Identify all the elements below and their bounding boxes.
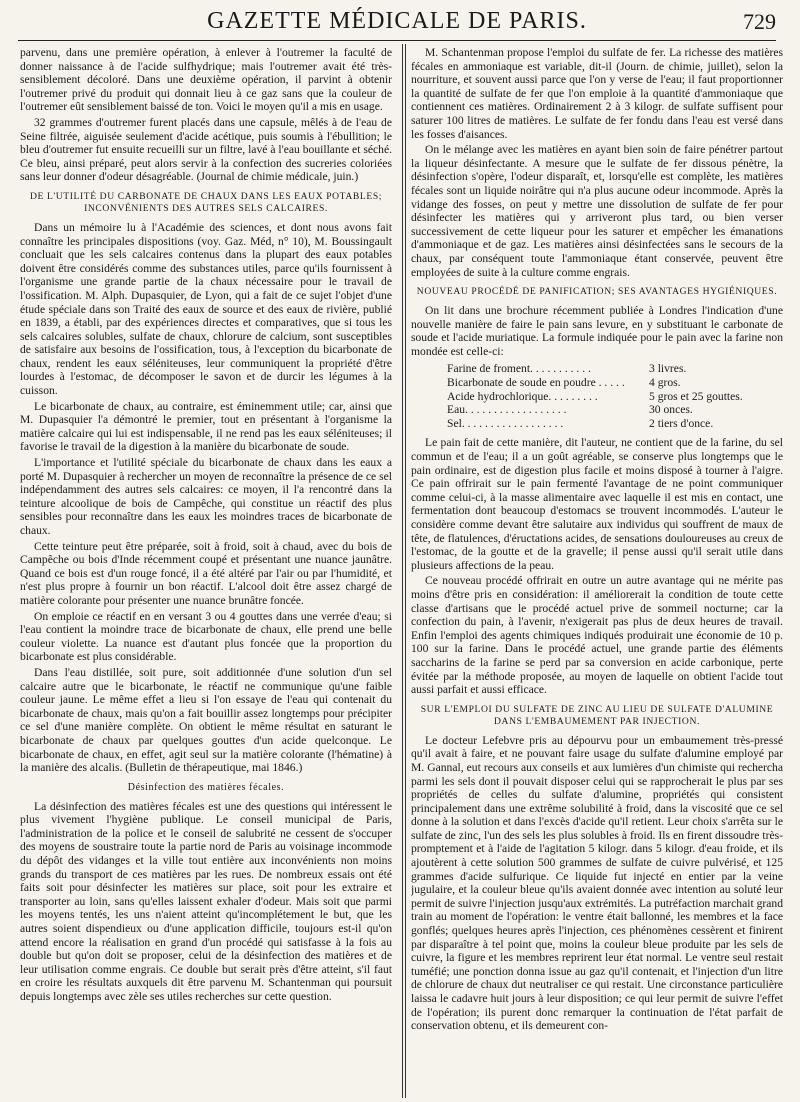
paragraph: Le docteur Lefebvre pris au dépourvu pour un embaumement très-pressé qu'il avait à faire, et ne pouvant faire usage du sulfate d'alumine employé par M. Gannal, eut recours aux conseils et aux lumières d'un chimiste qui rechercha parmi les sels dont il pouvait disposer celui qui se rapprocherait le plus par ses propriétés de celles du sulfate d'alumine, propriétés qui consistent principalement dans une extrême solubilité à froid, dans la viscosité que ce sel donne à la solution et dans l'excès d'acide qu'il retient. Leur choix s'arrêta sur le sulfate de zinc, l'un des sels les plus solubles à froid. Ils en firent dissoudre très-promptement et à l'aide de l'agitation 5 kilogr. dans 5 kilogr. d'eau froide, et ils ajoutèrent à cette solution 500 grammes de sulfate de cuivre pulvérisé, et 125 grammes d'acide sulfurique. Ce liquide fut injecté en entier par la veine jugulaire, et la couleur bleue qu'ils avaient donnée avec intention au soluté leur permit de suivre l'injection jusqu'aux extrémités. La putréfaction marchait grand train au moment de l'opération: le ventre était ballonné, les membres et la face gonflés; quelques heures après l'injection, ces phénomènes cessèrent et finirent par disparaître à tel point que, moins la couleur bleue produite par les sels de cuivre, la figure et les membres reprirent leur état normal. Le ventre seul restait tuméfié; une ponction donna issue au gaz qu'il contenait, et l'injection d'un litre de chlorure de chaux dut neutraliser ce qui restait. Une circonstance particulière laissa le cadavre huit jours à leur disposition; ce qui leur permit de suivre l'effet de l'opération; ils purent donc remarquer la continuation de l'état parfait de conservation obtenu, et ils demeurent con- bbox=[411, 733, 783, 1033]
paragraph: Le bicarbonate de chaux, au contraire, est éminemment utile; car, ainsi que M. Dupasquier l'a démontré le premier, tout en présentant à l'organisme la matière calcaire qui lui est indispensable, il ne rend pas les eaux séléniteuses; il favorise le travail de la digestion à la manière du bicarbonate de soude. bbox=[20, 399, 392, 454]
left-column bbox=[20, 46, 392, 1096]
paragraph: La désinfection des matières fécales est une des questions qui intéressent le plus vivement l'hygiène publique. Le conseil municipal de Paris, l'administration de la police et le conseil de salubrité ne cessent de s'occuper des moyens de soustraire toute la partie nord de Paris au voisinage incommode du dépôt des vidanges et la ville tout entière aux inconvénients non moins grands du transport de ces matières par les rues. De nombreux essais ont été faits soit pour désinfecter les matières sur place, soit pour les extraire et transporter au loin, sans qu'elles laissent exhaler d'odeur. Mais soit que parmi les moyens tentés, les uns n'aient atteint qu'incomplétement le but, que les autres soient dispendieux ou d'une application difficile, toujours est-il qu'on attend encore la réalisation en grand d'un procédé qui satisfasse à la fois au double but qu'on doit se proposer, celui de la désinfection des matières et de leur utilisation comme engrais. Ce double but serait près d'être atteint, s'il faut en croire les résultats auxquels dit être parvenu M. Schantenman qui poursuit depuis longtemps avec zèle ses utiles recherches sur cette question. bbox=[20, 799, 392, 1003]
recipe-row bbox=[447, 417, 743, 431]
ingredient-qty: 4 gros. bbox=[649, 376, 681, 390]
paragraph: Ce nouveau procédé offrirait en outre un autre avantage qui ne mérite pas moins d'être pris en considération: il améliorerait la condition de toute cette classe d'artisans que le procédé actuel prive de sommeil nocturne; car la confection du pain, à l'avenir, n'exigerait pas plus de deux heures de travail. Enfin l'emploi des agents chimiques indiqués produirait une économie de 10 p. 100 sur la farine. Dans le procédé actuel, une grande partie des éléments saccharins de la farine se perd par sa conversion en acide carbonique, perte évitée par la méthode proposée, au moyen de laquelle on obtient l'acide tout aussi parfait et aussi efficace. bbox=[411, 574, 783, 697]
paragraph: Le pain fait de cette manière, dit l'auteur, ne contient que de la farine, du sel commun et de l'eau; il a un goût agréable, se conserve plus longtemps que le pain ordinaire, est de digestion plus facile et moins disposé à tourner à l'aigre. Ce pain offrirait sur le pain fermenté l'avantage de ne point communiquer comme celui-ci, à la masse alimentaire avec laquelle il est mis en contact, une fermentation dont beaucoup d'estomacs se trouvent incommodés. L'auteur le considère comme devant être salutaire aux individus qui souffrent de maux de tête, de flatulences, d'éructations acides, de sensations douloureuses au creux de l'estomac, de la goutte et de la gravelle; il pense aussi qu'il serait utile dans plusieurs affections de la peau. bbox=[411, 436, 783, 572]
ingredient-name: Eau. . . . . . . . . . . . . . . . . . bbox=[447, 403, 567, 417]
paragraph: Cette teinture peut être préparée, soit à froid, soit à chaud, avec du bois de Campêche ou bois d'Inde récemment coupé et présentant une nuance jaunâtre. Quand ce bois est d'un rouge foncé, il a été altéré par l'air ou par l'humidité, et n'est plus propre à fournir un bon réactif. L'alcool doit être assez chargé de matière colorante pour présenter une nuance brunâtre foncée. bbox=[20, 539, 392, 607]
section-heading: DE L'UTILITÉ DU CARBONATE DE CHAUX DANS LES EAUX POTABLES; INCONVÉNIENTS DES AUTRES SELS CALCAIRES. bbox=[29, 190, 383, 214]
paragraph: On lit dans une brochure récemment publiée à Londres l'indication d'une nouvelle manière de faire le pain sans levure, en y substituant le carbonate de soude et l'acide muriatique. La formule indiquée pour le pain avec la farine non mondée est celle-ci: bbox=[411, 304, 783, 358]
page-number: 729 bbox=[743, 9, 776, 34]
column-divider bbox=[402, 44, 403, 1098]
section-heading: Désinfection des matières fécales. bbox=[127, 781, 285, 793]
recipe-row bbox=[447, 376, 743, 390]
ingredient-name: Sel. . . . . . . . . . . . . . . . . . bbox=[447, 416, 564, 430]
ingredient-qty: 3 livres. bbox=[649, 362, 687, 376]
paragraph: On emploie ce réactif en en versant 3 ou 4 gouttes dans une verrée d'eau; si l'eau contient la moindre trace de bicarbonate de chaux, elle prend une belle couleur violette. La nuance est d'autant plus foncée que la proportion du bicarbonate est plus considérable. bbox=[20, 609, 392, 664]
recipe-row bbox=[447, 362, 743, 376]
ingredient-name: Farine de froment. . . . . . . . . . . bbox=[447, 362, 591, 376]
ingredient-name: Bicarbonate de soude en poudre . . . . . bbox=[447, 376, 625, 390]
ingredient-qty: 30 onces. bbox=[649, 403, 693, 417]
recipe-table bbox=[447, 362, 743, 430]
recipe-row bbox=[447, 390, 743, 404]
recipe-row bbox=[447, 403, 743, 417]
paragraph: L'importance et l'utilité spéciale du bicarbonate de chaux dans les eaux a porté M. Dupasquier à rechercher un moyen de reconnaître la présence de ce sel indépendamment des autres sels calcaires: ce moyen, il l'a rencontré dans la teinture alcoolique de bois de Campêche, qui constitue un réactif des plus sensibles pour reconnaître dans les eaux les moindres traces de bicarbonate de chaux. bbox=[20, 456, 392, 537]
page-header bbox=[18, 6, 776, 40]
paragraph: M. Schantenman propose l'emploi du sulfate de fer. La richesse des matières fécales en ammoniaque est variable, dit-il (Journ. de chimie, juillet), selon la nourriture, et souvent aussi parce que l'on y verse de l'eau; il faut proportionner la quantité de sulfate de fer que l'on emploie à la quantité d'ammoniaque que contiennent ces matières. Ordinairement 2 à 3 kilogr. de sulfate suffisent pour saturer 100 litres de matières. Le sulfate de fer fondu dans l'eau est versé dans les fosses d'aisances. bbox=[411, 46, 783, 141]
section-heading: NOUVEAU PROCÉDÉ DE PANIFICATION; SES AVANTAGES HYGIÉNIQUES. bbox=[416, 286, 778, 298]
right-column bbox=[411, 46, 783, 1096]
column-divider-inner bbox=[405, 44, 406, 1098]
ingredient-name: Acide hydrochlorique. . . . . . . . . bbox=[447, 389, 598, 403]
paragraph: parvenu, dans une première opération, à enlever à l'outremer la faculté de donner naissance à de l'acide sulfhydrique; mais l'outremer avait été très-sensiblement décoloré. Dans une deuxième opération, il parvint à obtenir l'outremer privé du produit qui donnait lieu à ce gaz sans que la couleur de l'outremer eût sensiblement baissé de ton. Voici le moyen qu'il a mis en usage. bbox=[20, 46, 392, 114]
paragraph: Dans un mémoire lu à l'Académie des sciences, et dont nous avons fait connaître les principales dispositions (voy. Gaz. Méd, n° 10), M. Boussingault concluait que les sels calcaires contenus dans la plupart des eaux potables doivent être considérés comme des substances utiles, parce qu'ils fournissent à l'organisme une grande partie de la chaux nécessaire pour le travail de l'ossification. M. Alph. Dupasquier, de Lyon, qui a fait de ce sujet l'objet d'une étude spéciale dans son Traité des eaux de source et des eaux de rivière, publié en 1839, a établi, par des expériences directes et comparatives, que si tous les sels calcaires solubles, sulfate de chaux, chlorure de calcium, sont susceptibles de satisfaire aux besoins de l'ossification, tous, à l'exception du bicarbonate de chaux, rendent les eaux séléniteuses, leur communiquent la propriété d'être lourdes à l'estomac, de décomposer le savon et de durcir les légumes à la cuisson. bbox=[20, 220, 392, 398]
ingredient-qty: 5 gros et 25 gouttes. bbox=[649, 389, 743, 403]
journal-title: GAZETTE MÉDICALE DE PARIS. bbox=[207, 8, 587, 34]
paragraph: On le mélange avec les matières en ayant bien soin de faire pénétrer partout la liqueur désinfectante. A mesure que le sulfate de fer dissous pénètre, la désinfection s'opère, l'odeur disparaît, et, lorsqu'elle est complète, les matières fécales sont un liquide noirâtre qui n'a plus aucune odeur incommode. Après la vidange des fosses, on peut y mettre une dissolution de sulfate de fer pour désinfecter les matières qui y arriveront plus tard, ou bien verser successivement de cette liqueur pour les saturer et empêcher les émanations d'ammoniaque et de gaz. Les matières ainsi désinfectées sans le secours de la chaux, par conséquent toute l'ammoniaque étant conservée, peuvent être employées de suite à la culture comme engrais. bbox=[411, 143, 783, 279]
paragraph: 32 grammes d'outremer furent placés dans une capsule, mêlés à de l'eau de Seine filtrée, aiguisée seulement d'acide acétique, puis soumis à l'ébullition; le bleu d'outremer fut ensuite recueilli sur un filtre, lavé à l'eau bouillante et séché. Ce bleu, ainsi préparé, peut alors servir à la confection des sucreries coloriées sans leur donner d'odeur désagréable. (Journal de chimie médicale, juin.) bbox=[20, 115, 392, 184]
paragraph: Dans l'eau distillée, soit pure, soit additionnée d'une solution d'un sel calcaire autre que le bicarbonate, le réactif ne communique qu'une faible couleur jaune. Le même effet a lieu si l'on essaye de l'eau qui contenait du bicarbonate de chaux, mais qu'on a fait bouillir assez longtemps pour précipiter ce sel d'une manière complète. On obtient le même résultat en saturant le bicarbonate de chaux par quelques gouttes d'un acide quelconque. Le bicarbonate de chaux, en effet, agit seul sur la matière colorante (l'hématine) à la manière des alcalis. (Bulletin de thérapeutique, mai 1846.) bbox=[20, 665, 392, 775]
section-heading: SUR L'EMPLOI DU SULFATE DE ZINC AU LIEU DE SULFATE D'ALUMINE DANS L'EMBAUMEMENT PAR INJECTION. bbox=[420, 703, 774, 727]
ingredient-qty: 2 tiers d'once. bbox=[649, 416, 714, 430]
header-rule bbox=[18, 40, 776, 41]
